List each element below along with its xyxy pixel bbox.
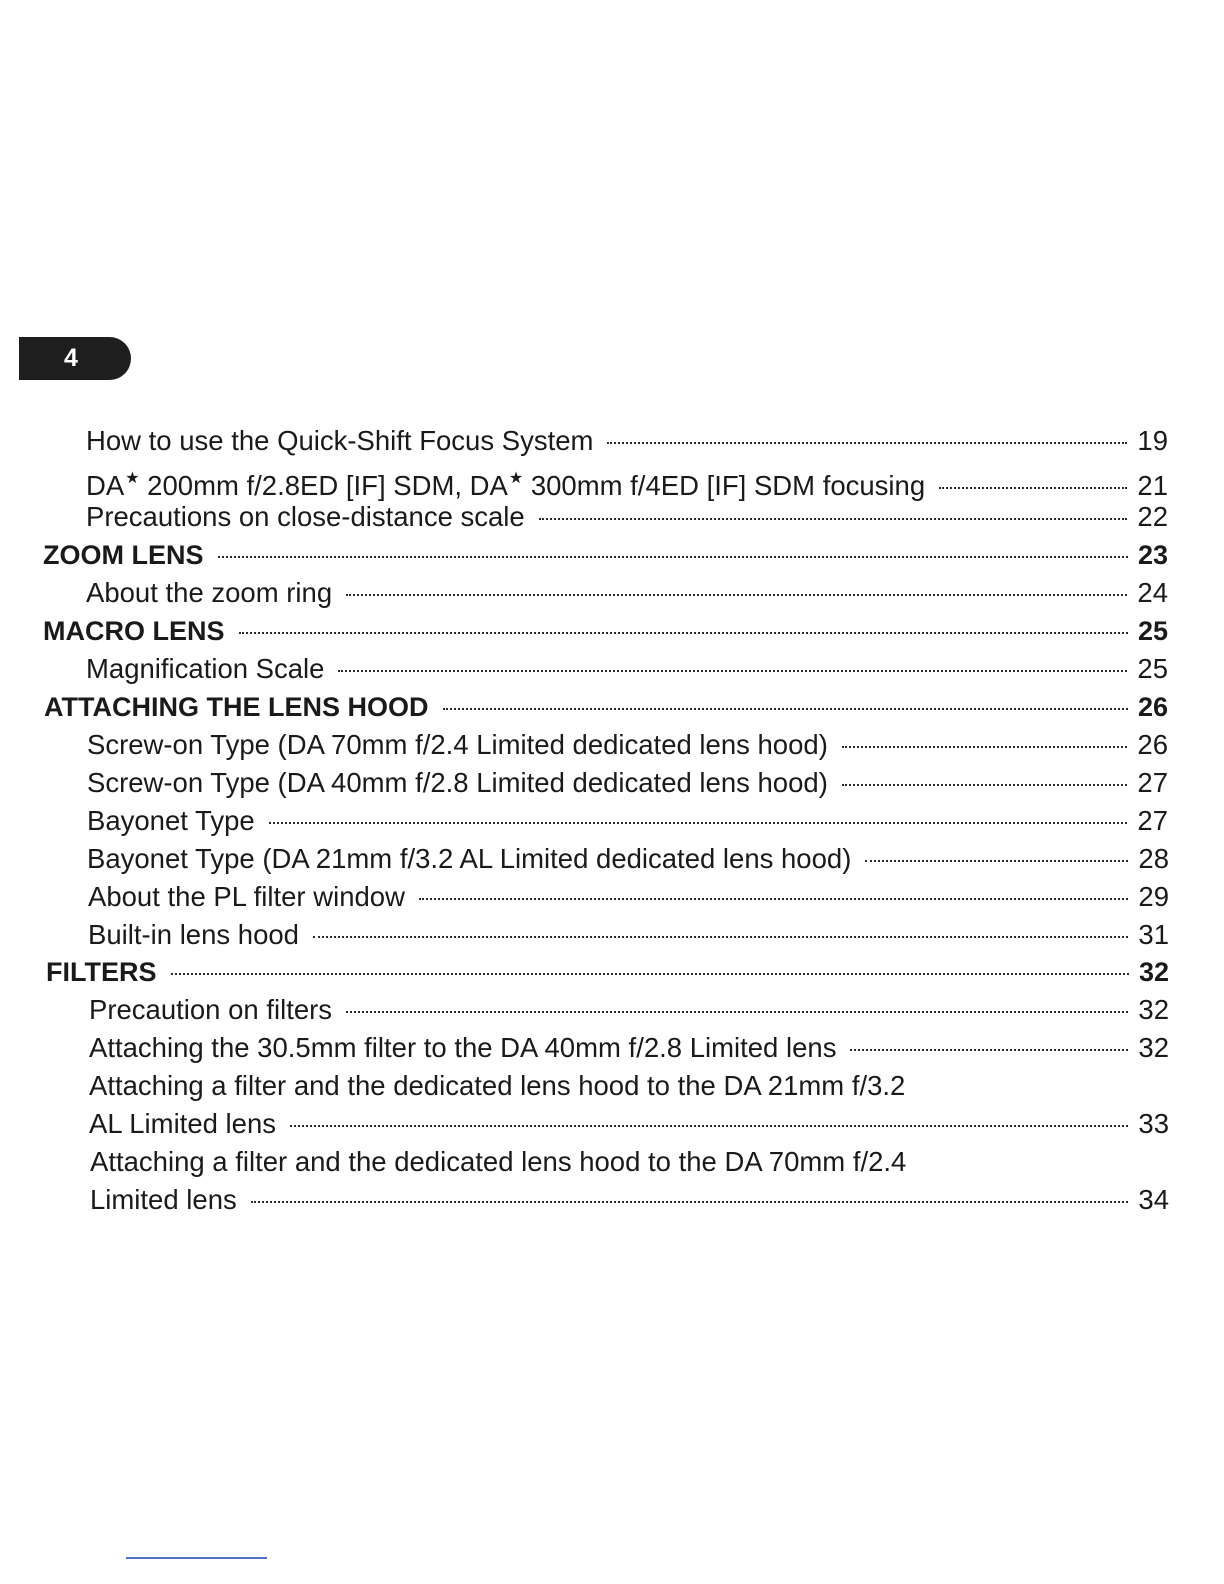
toc-section-page: 32 — [1138, 957, 1169, 987]
dot-leader — [419, 898, 1128, 900]
toc-entry-title: Precautions on close-distance scale — [86, 501, 525, 532]
toc-entry-page: 32 — [1138, 994, 1169, 1025]
toc-entry-title-line1: Attaching a filter and the dedicated lens hood to the DA 70mm f/2.4 — [90, 1146, 907, 1177]
toc-section[interactable] — [43, 536, 1168, 574]
dot-leader — [290, 1125, 1128, 1127]
toc-entry-page: 29 — [1138, 881, 1169, 912]
toc-entry[interactable] — [89, 1029, 1169, 1067]
toc-entry-title: About the PL filter window — [88, 881, 405, 912]
footer-rule — [126, 1557, 267, 1559]
toc-entry-page: 24 — [1137, 577, 1168, 608]
dot-leader — [842, 784, 1128, 786]
page-number: 4 — [64, 344, 78, 372]
dot-leader — [313, 936, 1128, 938]
toc-entry[interactable] — [87, 726, 1168, 764]
toc-entry-title-line1: Attaching a filter and the dedicated lens hood to the DA 21mm f/3.2 — [89, 1070, 906, 1101]
toc-entry-page: 19 — [1137, 425, 1168, 456]
dot-leader — [865, 860, 1128, 862]
toc-entry-title: How to use the Quick-Shift Focus System — [86, 425, 594, 456]
toc-entry-title: Attaching the 30.5mm filter to the DA 40mm f/2.8 Limited lens — [89, 1032, 837, 1063]
toc-entry-title: About the zoom ring — [86, 577, 333, 608]
toc-entry-title: Built-in lens hood — [88, 919, 299, 950]
toc-entry-page: 32 — [1138, 1032, 1169, 1063]
toc-entry-page: 22 — [1137, 501, 1168, 532]
toc-entry-page: 27 — [1137, 805, 1168, 836]
toc-entry[interactable] — [89, 991, 1169, 1029]
toc-entry[interactable] — [86, 650, 1168, 688]
toc-entry[interactable] — [87, 802, 1168, 840]
toc-entry-title: Precaution on filters — [89, 994, 333, 1025]
toc-entry[interactable] — [86, 460, 1168, 501]
toc-section[interactable] — [46, 953, 1169, 991]
toc-section-title: MACRO LENS — [43, 616, 225, 646]
toc-entry-page: 33 — [1138, 1108, 1169, 1139]
toc-entry-page: 28 — [1138, 843, 1169, 874]
toc-entry-title: Bayonet Type (DA 21mm f/3.2 AL Limited dedicated lens hood) — [87, 843, 852, 874]
toc-section-title: ZOOM LENS — [43, 540, 204, 570]
toc-entry[interactable] — [88, 878, 1169, 916]
toc-entry-title: Screw-on Type (DA 40mm f/2.8 Limited dedicated lens hood) — [87, 767, 828, 798]
toc-entry-title: DA★ 200mm f/2.8ED [IF] SDM, DA★ 300mm f/4ED [IF] SDM focusing — [86, 470, 926, 501]
toc-entry-page: 34 — [1138, 1184, 1169, 1215]
toc-section-page: 26 — [1137, 692, 1168, 722]
dot-leader — [239, 632, 1128, 634]
dot-leader — [539, 518, 1128, 520]
toc-entry[interactable] — [88, 916, 1169, 954]
toc-section-page: 23 — [1137, 540, 1168, 570]
toc-entry-title: AL Limited lens — [89, 1108, 276, 1139]
toc-entry[interactable] — [86, 574, 1168, 612]
toc-section[interactable] — [44, 688, 1168, 726]
dot-leader — [607, 442, 1127, 444]
toc-entry-page: 25 — [1137, 653, 1168, 684]
star-icon: ★ — [125, 470, 140, 487]
toc-entry-title: Bayonet Type — [87, 805, 255, 836]
toc-section-page: 25 — [1137, 616, 1168, 646]
toc-entry-page: 26 — [1137, 729, 1168, 760]
toc-entry-page: 27 — [1137, 767, 1168, 798]
star-icon: ★ — [508, 470, 524, 487]
dot-leader — [218, 556, 1128, 558]
dot-leader — [346, 594, 1127, 596]
toc-entry-title: Screw-on Type (DA 70mm f/2.4 Limited dedicated lens hood) — [87, 729, 828, 760]
dot-leader — [443, 708, 1128, 710]
dot-leader — [338, 670, 1127, 672]
dot-leader — [251, 1201, 1129, 1203]
toc-section[interactable] — [43, 612, 1168, 650]
toc-entry-title: Limited lens — [90, 1184, 237, 1215]
toc-entry[interactable] — [87, 840, 1169, 878]
toc-entry[interactable] — [86, 498, 1168, 536]
page-number-tab — [19, 337, 131, 380]
dot-leader — [171, 973, 1129, 975]
toc-section-title: FILTERS — [46, 957, 157, 987]
toc-entry-page: 31 — [1138, 919, 1169, 950]
dot-leader — [939, 487, 1127, 489]
toc-section-title: ATTACHING THE LENS HOOD — [44, 692, 429, 722]
dot-leader — [346, 1011, 1128, 1013]
dot-leader — [269, 822, 1128, 824]
toc-entry[interactable] — [87, 764, 1168, 802]
toc-entry[interactable] — [90, 1181, 1169, 1219]
toc-entry[interactable] — [86, 422, 1168, 460]
dot-leader — [842, 746, 1128, 748]
toc-entry[interactable] — [89, 1105, 1169, 1143]
toc-entry-page: 21 — [1137, 470, 1168, 501]
toc-entry-title: Magnification Scale — [86, 653, 325, 684]
dot-leader — [850, 1049, 1128, 1051]
